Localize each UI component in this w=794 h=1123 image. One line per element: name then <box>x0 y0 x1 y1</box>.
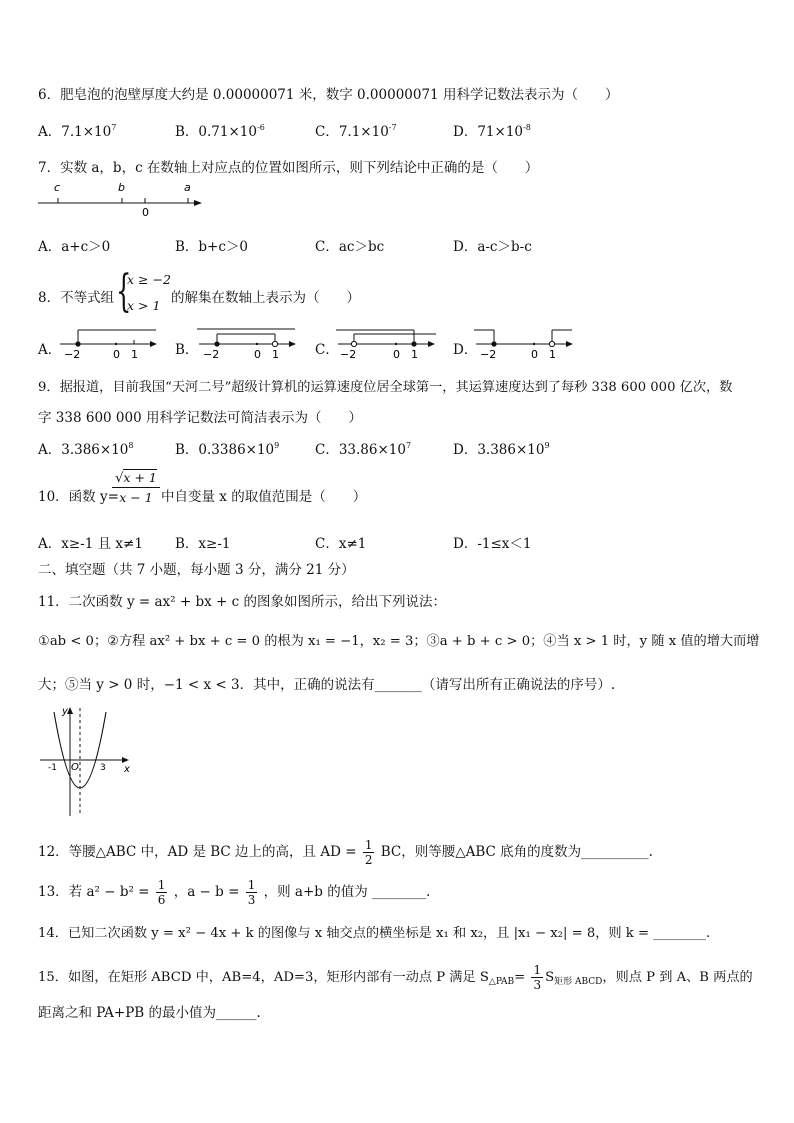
q8-option-b: B． <box>175 342 199 358</box>
q8-system-line2: x > 1 <box>127 298 161 313</box>
q8-option-c: C． <box>315 342 339 358</box>
q9-option-b: B．$0.3386\times 10^9$ <box>175 441 280 458</box>
svg-text:-1: -1 <box>48 763 57 773</box>
q11-parabola-graph <box>36 704 136 820</box>
q11-statements-line1: ①ab < 0；②方程 ax² + bx + c = 0 的根为 x₁ = −1，x₂ = 3；③a + b + c > 0；④当 x > 1 时，y 随 x 值的增大而增 <box>38 634 760 649</box>
q7-label-a: a <box>184 181 191 194</box>
svg-text:0: 0 <box>254 348 261 361</box>
q6-stem: 6．肥皂泡的泡壁厚度大约是 0.00000071 米，数字 0.00000071 用科学记数法表示为（ ） <box>38 87 619 103</box>
q9-option-d: D．$3.386\times 10^9$ <box>453 441 550 458</box>
svg-text:0: 0 <box>393 348 400 361</box>
q8-option-d: D． <box>453 342 478 358</box>
svg-text:y: y <box>62 706 68 717</box>
q7-number-line <box>36 176 208 222</box>
q6-option-b: B．$0.71\times 10^{-6}$ <box>175 123 265 140</box>
svg-text:1: 1 <box>411 348 418 361</box>
q10-stem-pre: 10．函数 y= <box>38 489 119 505</box>
q10-stem-post: 中自变量 x 的取值范围是（ ） <box>161 489 367 505</box>
q10-option-d: D．-1≤x＜1 <box>453 536 532 552</box>
q9-option-a: A．$3.386\times 10^8$ <box>38 441 134 458</box>
svg-text:O: O <box>71 762 79 773</box>
q7-option-c: C．ac＞bc <box>315 239 385 255</box>
q14-line: 14．已知二次函数 y = x² − 4x + k 的图像与 x 轴交点的横坐标是 x₁ 和 x₂，且 |x₁ − x₂| = 8，则 k = ________. <box>38 926 711 941</box>
q15-fraction: $\frac{1}{3}$ <box>533 963 542 992</box>
q8-system-line1: x ≥ −2 <box>127 272 171 287</box>
q15-line2: 距离之和 PA+PB 的最小值为______. <box>38 1005 261 1021</box>
q6-option-d: D．$71\times 10^{-8}$ <box>453 123 531 140</box>
q9-stem-line2: 字 338 600 000 用科学记数法可简洁表示为（ ） <box>38 410 362 426</box>
q10-option-b: B．x≥-1 <box>175 536 231 552</box>
q10-option-a: A．x≥-1 且 x≠1 <box>38 536 143 552</box>
q8-brace: { <box>116 266 132 317</box>
q7-label-c: c <box>54 181 61 194</box>
q10-fraction: √x + 1 x − 1 <box>112 470 160 505</box>
svg-text:1: 1 <box>272 348 279 361</box>
q8-option-c-graph <box>336 322 440 362</box>
q13-fraction-2: $\frac{1}{3}$ <box>247 878 256 907</box>
q7-option-b: B．b+c＞0 <box>175 239 249 255</box>
q9-option-c: C．$33.86\times 10^7$ <box>315 441 412 458</box>
q8-option-a-graph <box>58 322 158 362</box>
svg-text:1: 1 <box>549 348 556 361</box>
q7-option-d: D．a-c＞b-c <box>453 239 532 255</box>
q15-line1: 15．如图，在矩形 ABCD 中，AB=4，AD=3，矩形内部有一动点 P 满足 $S_{\triangle PAB}=$ $\frac{1}{3}$ $S_{矩形 ABCD}$，则点 P 到 A、B 两点的 <box>38 963 753 992</box>
svg-text:−2: −2 <box>64 348 81 361</box>
q10-numerator: x + 1 <box>123 470 157 485</box>
svg-text:1: 1 <box>131 348 138 361</box>
q11-stem: 11．二次函数 y = ax² + bx + c 的图象如图所示，给出下列说法： <box>38 594 446 610</box>
q8-option-d-graph <box>474 322 574 362</box>
svg-text:−2: −2 <box>203 348 220 361</box>
svg-text:0: 0 <box>531 348 538 361</box>
svg-text:x: x <box>124 764 130 775</box>
svg-text:−2: −2 <box>340 348 357 361</box>
svg-text:−2: −2 <box>480 348 497 361</box>
q10-option-c: C．x≠1 <box>315 536 367 552</box>
q11-statements-line2: 大；⑤当 y > 0 时，−1 < x < 3．其中，正确的说法有_______（请写出所有正确说法的序号）. <box>38 677 616 693</box>
section-fill-in-heading: 二、填空题（共 7 小题，每小题 3 分，满分 21 分） <box>38 562 355 578</box>
svg-text:3: 3 <box>100 763 106 773</box>
q6-option-c: C．$7.1\times 10^{-7}$ <box>315 123 397 140</box>
svg-text:0: 0 <box>113 348 120 361</box>
q9-stem-line1: 9．据报道，目前我国“天河二号”超级计算机的运算速度位居全球第一，其运算速度达到了每秒 338 600 000 亿次，数 <box>38 380 733 395</box>
q8-option-a: A． <box>38 342 62 358</box>
q13-line: 13．若 a² − b² = $\frac{1}{6}$ ，a − b = $\frac{1}{3}$ ，则 a+b 的值为 ________. <box>38 878 431 907</box>
q8-option-b-graph <box>197 322 297 362</box>
q7-option-a: A．a+c＞0 <box>38 239 111 255</box>
q8-stem-pre: 8．不等式组 <box>38 290 115 306</box>
q7-stem: 7．实数 a，b，c 在数轴上对应点的位置如图所示，则下列结论中正确的是（ ） <box>38 160 539 176</box>
q12-line: 12．等腰△ABC 中，AD 是 BC 边上的高，且 AD = $\frac{1}{2}$ BC，则等腰△ABC 底角的度数为__________. <box>38 838 653 867</box>
q13-fraction-1: $\frac{1}{6}$ <box>157 878 166 907</box>
q7-label-b: b <box>118 181 125 194</box>
q6-option-a: A．$7.1\times 10^7$ <box>38 123 117 140</box>
q12-fraction: $\frac{1}{2}$ <box>364 838 373 867</box>
q7-label-zero: 0 <box>142 206 149 219</box>
q8-stem-post: 的解集在数轴上表示为（ ） <box>171 290 360 306</box>
q10-denominator: x − 1 <box>119 490 153 505</box>
